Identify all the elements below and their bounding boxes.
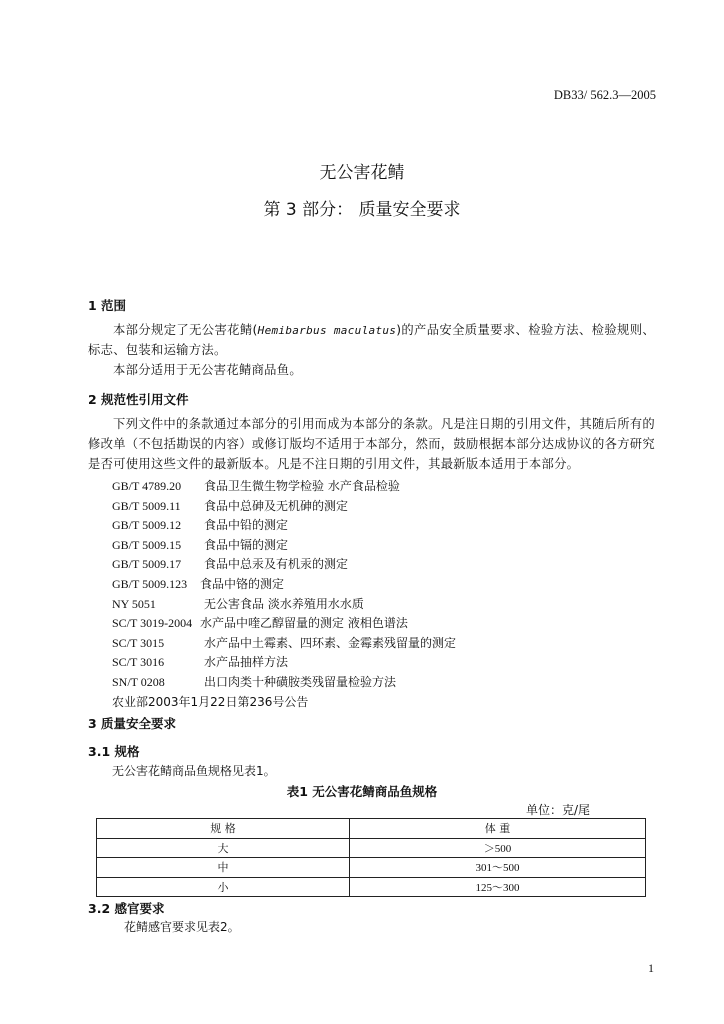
reference-title: 食品中镉的测定 — [204, 537, 289, 552]
reference-item — [112, 693, 308, 713]
document-number: DB33/ 562.3—2005 — [553, 88, 656, 102]
page-number: 1 — [648, 961, 654, 975]
table-1 — [96, 818, 646, 897]
reference-item — [112, 614, 408, 634]
table-cell: 中 — [97, 858, 350, 878]
reference-title: 无公害食品 淡水养殖用水水质 — [204, 596, 364, 611]
reference-code: NY 5051 — [112, 596, 156, 611]
reference-title: 水产品中土霉素、四环素、金霉素残留量的测定 — [204, 635, 457, 650]
reference-code: SN/T 0208 — [112, 675, 165, 689]
reference-title: 食品中总砷及无机砷的测定 — [204, 498, 349, 513]
reference-item — [112, 673, 396, 693]
reference-title: 食品中总汞及有机汞的测定 — [204, 557, 349, 572]
reference-code: SC/T 3019-2004 — [112, 616, 193, 631]
reference-item — [112, 653, 288, 673]
section-2-heading: 2 规范性引用文件 — [88, 392, 189, 407]
table-1-unit: 单位：克/尾 — [525, 803, 590, 817]
section-3-2-text: 花鲭感官要求见表2。 — [124, 920, 240, 934]
section-1-paragraph: 本部分适用于无公害花鲭商品鱼。 — [113, 363, 302, 377]
table-row — [97, 858, 646, 878]
reference-code: GB/T 5009.11 — [112, 498, 181, 513]
section-3-heading: 3 质量安全要求 — [88, 716, 177, 731]
reference-item — [112, 497, 348, 517]
table-cell: 125～300 — [350, 877, 646, 897]
reference-item — [112, 634, 456, 654]
reference-code: GB/T 5009.123 — [112, 577, 188, 591]
reference-item — [112, 477, 400, 497]
reference-item — [112, 595, 364, 615]
table-cell: 301～500 — [350, 858, 646, 878]
reference-item — [112, 575, 284, 595]
section-1-paragraph: 本部分规定了无公害花鲭(Hemibarbus maculatus)的产品安全质量要求、检验方法、检验规则、标志、包装和运输方法。 — [88, 323, 655, 357]
reference-item — [112, 516, 288, 536]
table-1-caption: 表1 无公害花鲭商品鱼规格 — [286, 784, 438, 799]
section-3-1-heading: 3.1 规格 — [88, 744, 140, 759]
reference-title: 农业部2003年1月22日第236号公告 — [112, 694, 309, 709]
document-title: 无公害花鲭 — [319, 163, 405, 183]
reference-title: 食品卫生微生物学检验 水产食品检验 — [204, 479, 400, 493]
table-header-cell: 规 格 — [97, 819, 350, 839]
table-cell: ＞500 — [350, 838, 646, 858]
section-3-2-heading: 3.2 感官要求 — [88, 901, 165, 916]
table-header-cell: 体 重 — [350, 819, 646, 839]
document-subtitle: 第 3 部分： 质量安全要求 — [263, 200, 461, 220]
reference-title: 食品中铅的测定 — [204, 518, 289, 533]
reference-code: SC/T 3016 — [112, 655, 165, 670]
table-cell: 大 — [97, 838, 350, 858]
reference-code: GB/T 5009.17 — [112, 557, 182, 572]
table-row — [97, 838, 646, 858]
reference-item — [112, 536, 288, 556]
section-2-paragraph: 下列文件中的条款通过本部分的引用而成为本部分的条款。凡是注日期的引用文件，其随后所有的修改单（不包括勘误的内容）或修订版均不适用于本部分，然而，鼓励根据本部分达成协议的各方研究是否可使用这些文件的最新版本。凡是不注日期的引用文件，其最新版本适用于本部分。 — [88, 417, 655, 471]
section-3-1-text: 无公害花鲭商品鱼规格见表1。 — [112, 764, 276, 778]
reference-item — [112, 555, 348, 575]
reference-code: GB/T 5009.12 — [112, 518, 182, 533]
reference-title: 水产品抽样方法 — [204, 655, 289, 670]
reference-title: 食品中铬的测定 — [200, 577, 285, 591]
table-header-row — [97, 819, 646, 839]
section-1-heading: 1 范围 — [88, 298, 127, 313]
reference-code: GB/T 4789.20 — [112, 479, 182, 493]
reference-code: SC/T 3015 — [112, 635, 165, 650]
reference-title: 出口肉类十种磺胺类残留量检验方法 — [204, 675, 397, 689]
table-cell: 小 — [97, 877, 350, 897]
reference-code: GB/T 5009.15 — [112, 537, 182, 552]
table-row — [97, 877, 646, 897]
reference-title: 水产品中喹乙醇留量的测定 液相色谱法 — [200, 616, 408, 631]
